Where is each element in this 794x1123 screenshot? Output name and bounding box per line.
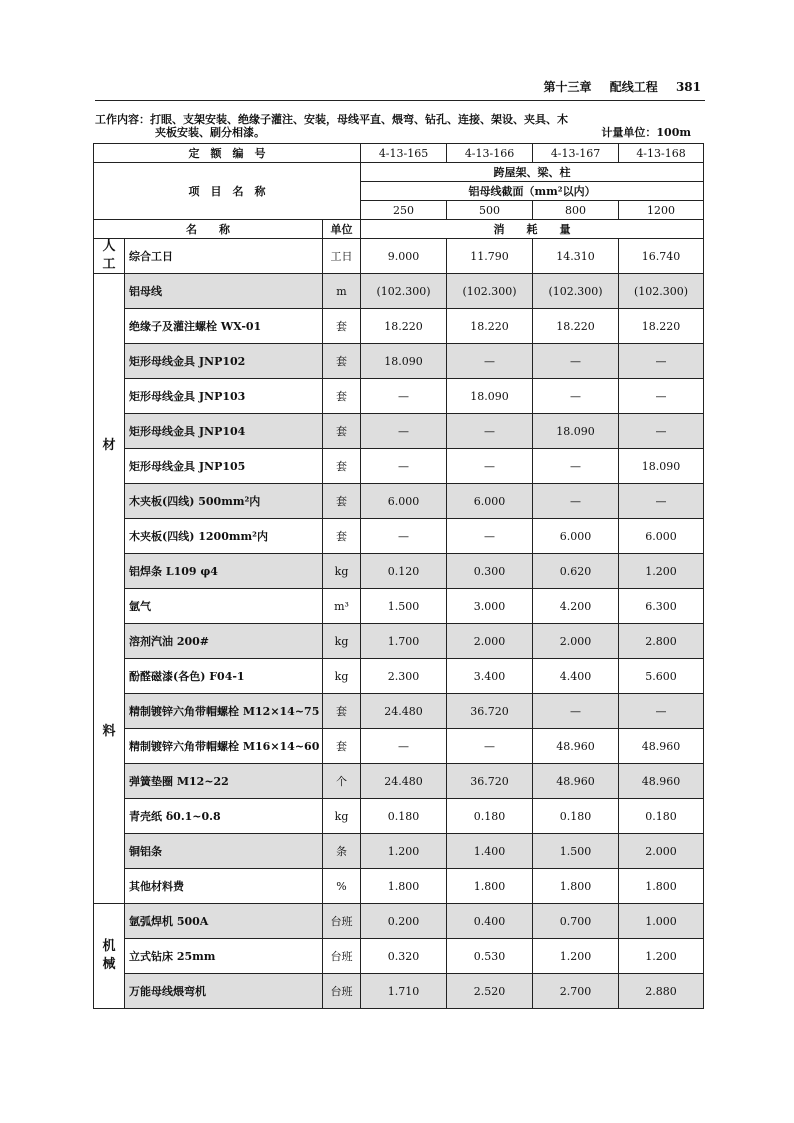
table-row (94, 869, 704, 904)
item-unit: 台班 (323, 974, 361, 1009)
item-unit: 套 (323, 414, 361, 449)
table-row (94, 834, 704, 869)
section-title: 配线工程 (609, 80, 658, 94)
column-unit: 单位 (323, 220, 361, 239)
item-unit: 套 (323, 449, 361, 484)
item-unit: 台班 (323, 904, 361, 939)
item-unit: m³ (323, 589, 361, 624)
value-cell: — (533, 344, 619, 379)
item-name: 酚醛磁漆(各色) F04-1 (125, 659, 323, 694)
value-cell: 6.300 (619, 589, 704, 624)
value-cell: 0.180 (361, 799, 447, 834)
value-cell: 6.000 (619, 519, 704, 554)
value-cell: 24.480 (361, 694, 447, 729)
value-cell: 18.220 (361, 309, 447, 344)
value-cell: 0.530 (447, 939, 533, 974)
table-row (94, 764, 704, 799)
value-cell: 0.200 (361, 904, 447, 939)
item-name: 绝缘子及灌注螺栓 WX-01 (125, 309, 323, 344)
item-unit: 工日 (323, 239, 361, 274)
chapter-title: 第十三章 (543, 80, 592, 94)
code-cell: 4-13-166 (447, 144, 533, 163)
value-cell: 18.220 (447, 309, 533, 344)
value-cell: 36.720 (447, 694, 533, 729)
value-cell: (102.300) (361, 274, 447, 309)
measure-unit: 计量单位：100m (601, 126, 691, 139)
value-cell: 1.400 (447, 834, 533, 869)
value-cell: 1.800 (361, 869, 447, 904)
value-cell: 1.700 (361, 624, 447, 659)
page-number: 381 (675, 80, 701, 94)
size-cell: 250 (361, 201, 447, 220)
value-cell: — (447, 519, 533, 554)
value-cell: 1.200 (619, 939, 704, 974)
value-cell: — (533, 484, 619, 519)
value-cell: — (533, 449, 619, 484)
value-cell: 2.000 (533, 624, 619, 659)
item-name-label: 项 目 名 称 (94, 163, 361, 220)
value-cell: 2.000 (619, 834, 704, 869)
value-cell: 6.000 (447, 484, 533, 519)
value-cell: — (619, 414, 704, 449)
value-cell: — (533, 694, 619, 729)
value-cell: 0.620 (533, 554, 619, 589)
table-row (94, 449, 704, 484)
table-row (94, 624, 704, 659)
code-cell: 4-13-168 (619, 144, 704, 163)
value-cell: 2.000 (447, 624, 533, 659)
table-row (94, 904, 704, 939)
value-cell: 14.310 (533, 239, 619, 274)
item-name: 矩形母线金具 JNP102 (125, 344, 323, 379)
item-unit: 条 (323, 834, 361, 869)
category-label: 人 工 (102, 239, 116, 272)
span-title: 跨屋架、梁、柱 (361, 163, 704, 182)
category-cell (94, 904, 125, 1009)
item-unit: kg (323, 624, 361, 659)
value-cell: 3.000 (447, 589, 533, 624)
item-name: 氩气 (125, 589, 323, 624)
value-cell: 0.180 (447, 799, 533, 834)
column-consumption: 消 耗 量 (361, 220, 704, 239)
value-cell: 5.600 (619, 659, 704, 694)
size-cell: 800 (533, 201, 619, 220)
item-name: 木夹板(四线) 500mm²内 (125, 484, 323, 519)
value-cell: 6.000 (533, 519, 619, 554)
value-cell: 2.300 (361, 659, 447, 694)
value-cell: 2.520 (447, 974, 533, 1009)
value-cell: — (619, 379, 704, 414)
value-cell: — (447, 414, 533, 449)
value-cell: 0.700 (533, 904, 619, 939)
item-name: 万能母线煨弯机 (125, 974, 323, 1009)
value-cell: 2.800 (619, 624, 704, 659)
value-cell: 0.180 (619, 799, 704, 834)
value-cell: 3.400 (447, 659, 533, 694)
value-cell: — (619, 344, 704, 379)
value-cell: — (533, 379, 619, 414)
table-row (94, 484, 704, 519)
value-cell: 1.800 (619, 869, 704, 904)
value-cell: — (361, 449, 447, 484)
value-cell: 0.300 (447, 554, 533, 589)
value-cell: 1.500 (533, 834, 619, 869)
page-header (95, 76, 705, 101)
value-cell: 0.320 (361, 939, 447, 974)
section-subtitle: 铝母线截面（mm²以内） (361, 182, 704, 201)
work-line-1: 打眼、支架安装、绝缘子灌注、安装，母线平直、煨弯、钻孔、连接、架设、夹具、木 (150, 113, 568, 126)
item-unit: kg (323, 799, 361, 834)
value-cell: 1.800 (447, 869, 533, 904)
item-unit: 套 (323, 484, 361, 519)
item-unit: 套 (323, 309, 361, 344)
value-cell: — (361, 519, 447, 554)
item-name: 综合工日 (125, 239, 323, 274)
value-cell: 18.220 (619, 309, 704, 344)
table-row (94, 309, 704, 344)
value-cell: — (619, 694, 704, 729)
table-row (94, 939, 704, 974)
item-name: 精制镀锌六角带帽螺栓 M12×14~75 (125, 694, 323, 729)
table-row (94, 554, 704, 589)
item-name: 铝母线 (125, 274, 323, 309)
value-cell: 18.090 (361, 344, 447, 379)
value-cell: 4.200 (533, 589, 619, 624)
item-unit: 套 (323, 379, 361, 414)
size-cell: 500 (447, 201, 533, 220)
item-unit: 个 (323, 764, 361, 799)
code-cell: 4-13-165 (361, 144, 447, 163)
table-row (94, 414, 704, 449)
value-cell: 11.790 (447, 239, 533, 274)
value-cell: 1.200 (619, 554, 704, 589)
item-name: 矩形母线金具 JNP103 (125, 379, 323, 414)
item-name: 氩弧焊机 500A (125, 904, 323, 939)
value-cell: 0.180 (533, 799, 619, 834)
value-cell: 48.960 (533, 764, 619, 799)
value-cell: 0.400 (447, 904, 533, 939)
value-cell: 48.960 (533, 729, 619, 764)
size-cell: 1200 (619, 201, 704, 220)
item-unit: kg (323, 659, 361, 694)
item-name: 矩形母线金具 JNP105 (125, 449, 323, 484)
item-name: 其他材料费 (125, 869, 323, 904)
category-cell (94, 239, 125, 274)
item-unit: % (323, 869, 361, 904)
quota-table (93, 143, 704, 1009)
item-name: 铝焊条 L109 φ4 (125, 554, 323, 589)
item-name: 铜铝条 (125, 834, 323, 869)
table-row (94, 799, 704, 834)
item-unit: 套 (323, 729, 361, 764)
value-cell: 48.960 (619, 764, 704, 799)
value-cell: 1.710 (361, 974, 447, 1009)
value-cell: — (619, 484, 704, 519)
value-cell: — (447, 344, 533, 379)
category-cell (94, 274, 125, 904)
value-cell: 1.500 (361, 589, 447, 624)
item-name: 矩形母线金具 JNP104 (125, 414, 323, 449)
table-row (94, 239, 704, 274)
value-cell: 4.400 (533, 659, 619, 694)
value-cell: — (447, 729, 533, 764)
value-cell: 18.220 (533, 309, 619, 344)
value-cell: 16.740 (619, 239, 704, 274)
value-cell: — (361, 379, 447, 414)
value-cell: 0.120 (361, 554, 447, 589)
table-row (94, 659, 704, 694)
item-unit: kg (323, 554, 361, 589)
value-cell: 6.000 (361, 484, 447, 519)
category-label: 材 料 (102, 438, 116, 739)
value-cell: 1.000 (619, 904, 704, 939)
value-cell: (102.300) (447, 274, 533, 309)
table-row (94, 379, 704, 414)
value-cell: — (361, 729, 447, 764)
item-unit: 套 (323, 694, 361, 729)
item-unit: m (323, 274, 361, 309)
table-row (94, 344, 704, 379)
table-row (94, 519, 704, 554)
value-cell: 18.090 (619, 449, 704, 484)
value-cell: 9.000 (361, 239, 447, 274)
value-cell: 36.720 (447, 764, 533, 799)
item-name: 弹簧垫圈 M12~22 (125, 764, 323, 799)
category-label: 机 械 (102, 939, 116, 972)
value-cell: 18.090 (533, 414, 619, 449)
work-label: 工作内容： (95, 113, 150, 126)
value-cell: — (361, 414, 447, 449)
value-cell: 2.700 (533, 974, 619, 1009)
value-cell: 48.960 (619, 729, 704, 764)
value-cell: 1.200 (533, 939, 619, 974)
quota-number-label: 定 额 编 号 (94, 144, 361, 163)
value-cell: 2.880 (619, 974, 704, 1009)
item-unit: 套 (323, 344, 361, 379)
item-name: 青壳纸 δ0.1~0.8 (125, 799, 323, 834)
work-line-2: 夹板安装、刷分相漆。 (155, 126, 265, 139)
item-name: 立式钻床 25mm (125, 939, 323, 974)
table-row (94, 589, 704, 624)
table-row (94, 974, 704, 1009)
item-unit: 套 (323, 519, 361, 554)
value-cell: 1.200 (361, 834, 447, 869)
value-cell: (102.300) (533, 274, 619, 309)
item-name: 木夹板(四线) 1200mm²内 (125, 519, 323, 554)
table-row (94, 694, 704, 729)
item-unit: 台班 (323, 939, 361, 974)
item-name: 溶剂汽油 200# (125, 624, 323, 659)
item-name: 精制镀锌六角带帽螺栓 M16×14~60 (125, 729, 323, 764)
table-row (94, 274, 704, 309)
code-cell: 4-13-167 (533, 144, 619, 163)
table-row (94, 729, 704, 764)
value-cell: 1.800 (533, 869, 619, 904)
column-name: 名 称 (94, 220, 323, 239)
value-cell: (102.300) (619, 274, 704, 309)
value-cell: — (447, 449, 533, 484)
work-content (95, 113, 705, 139)
value-cell: 18.090 (447, 379, 533, 414)
value-cell: 24.480 (361, 764, 447, 799)
